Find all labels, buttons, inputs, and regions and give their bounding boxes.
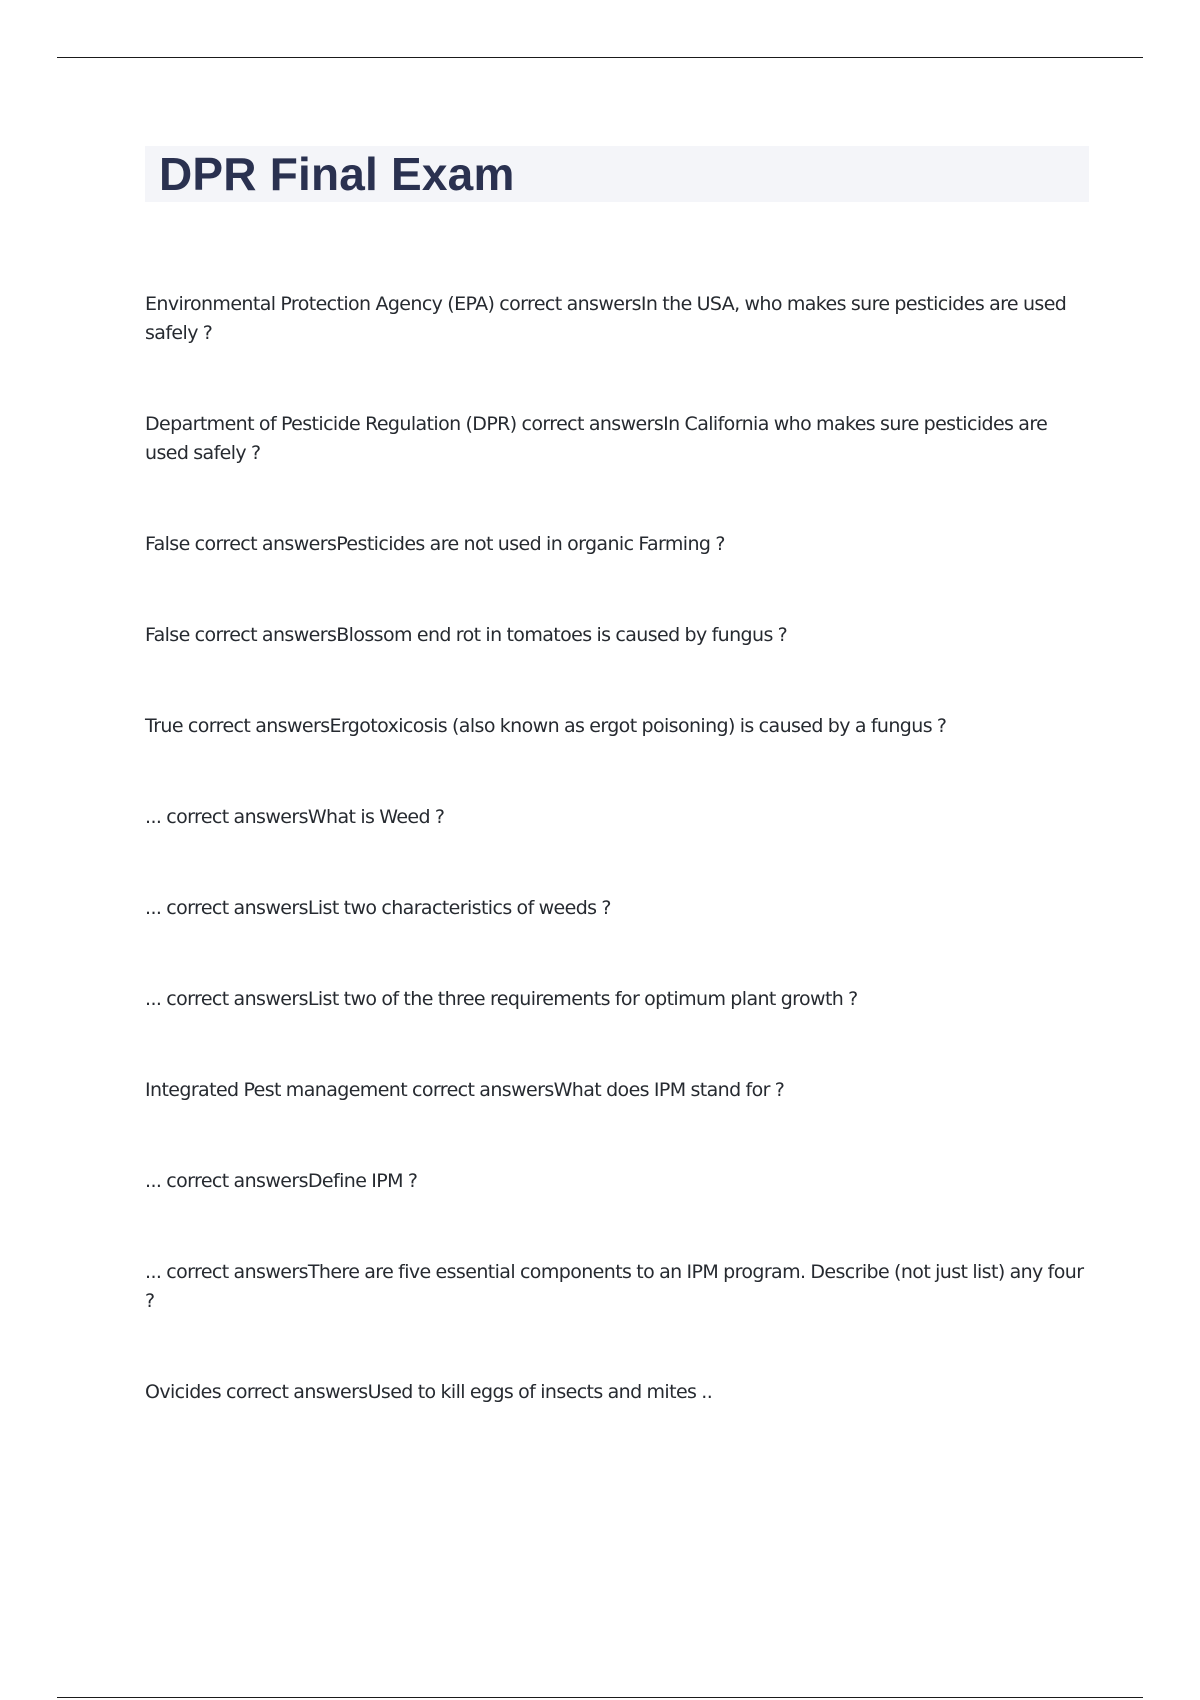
qa-item: [145, 803, 1090, 832]
qa-item: [145, 712, 1090, 741]
answer-text: False: [145, 533, 190, 555]
answer-separator: correct answers: [166, 988, 308, 1010]
answer-separator: correct answers: [194, 624, 337, 646]
answer-separator: correct answers: [187, 715, 330, 737]
answer-separator: correct answers: [166, 897, 308, 919]
answer-separator: correct answers: [226, 1381, 368, 1403]
question-text: In California who makes sure pesticides are used safely ?: [145, 413, 1048, 464]
question-text: Define IPM ?: [307, 1170, 418, 1192]
header-rule: [57, 57, 1143, 58]
answer-separator: correct answers: [166, 1170, 308, 1192]
qa-item: [145, 894, 1090, 923]
answer-text: ...: [145, 806, 162, 828]
question-text: List two of the three requirements for optimum plant growth ?: [307, 988, 858, 1010]
answer-text: ...: [145, 1261, 162, 1283]
answer-text: Ovicides: [145, 1381, 222, 1403]
answer-separator: correct answers: [166, 806, 308, 828]
answer-text: ...: [145, 897, 162, 919]
qa-list: [145, 290, 1090, 1469]
answer-separator: correct answers: [166, 1261, 308, 1283]
question-text: What does IPM stand for ?: [553, 1079, 785, 1101]
answer-separator: correct answers: [194, 533, 337, 555]
answer-text: False: [145, 624, 190, 646]
question-text: Ergotoxicosis (also known as ergot poisoning) is caused by a fungus ?: [329, 715, 947, 737]
qa-item: [145, 410, 1090, 468]
answer-text: Environmental Protection Agency (EPA): [145, 293, 495, 315]
title-banner: [145, 146, 1089, 202]
qa-item: [145, 530, 1090, 559]
page-title: DPR Final Exam: [159, 148, 515, 200]
question-text: In the USA, who makes sure pesticides are used safely ?: [145, 293, 1067, 344]
answer-text: Integrated Pest management: [145, 1079, 408, 1101]
footer-rule: [57, 1697, 1143, 1698]
qa-item: [145, 1378, 1090, 1407]
qa-item: [145, 1167, 1090, 1196]
question-text: There are five essential components to an IPM program. Describe (not just list) any four ?: [145, 1261, 1084, 1312]
answer-text: Department of Pesticide Regulation (DPR): [145, 413, 517, 435]
qa-item: [145, 1076, 1090, 1105]
question-text: Pesticides are not used in organic Farming ?: [336, 533, 725, 555]
question-text: Used to kill eggs of insects and mites ..: [367, 1381, 713, 1403]
question-text: List two characteristics of weeds ?: [307, 897, 611, 919]
answer-separator: correct answers: [521, 413, 664, 435]
answer-separator: correct answers: [499, 293, 641, 315]
answer-text: ...: [145, 988, 162, 1010]
answer-separator: correct answers: [412, 1079, 554, 1101]
answer-text: True: [145, 715, 183, 737]
qa-item: [145, 1258, 1090, 1316]
answer-text: ...: [145, 1170, 162, 1192]
qa-item: [145, 621, 1090, 650]
question-text: Blossom end rot in tomatoes is caused by fungus ?: [336, 624, 788, 646]
question-text: What is Weed ?: [307, 806, 445, 828]
qa-item: [145, 985, 1090, 1014]
qa-item: [145, 290, 1090, 348]
